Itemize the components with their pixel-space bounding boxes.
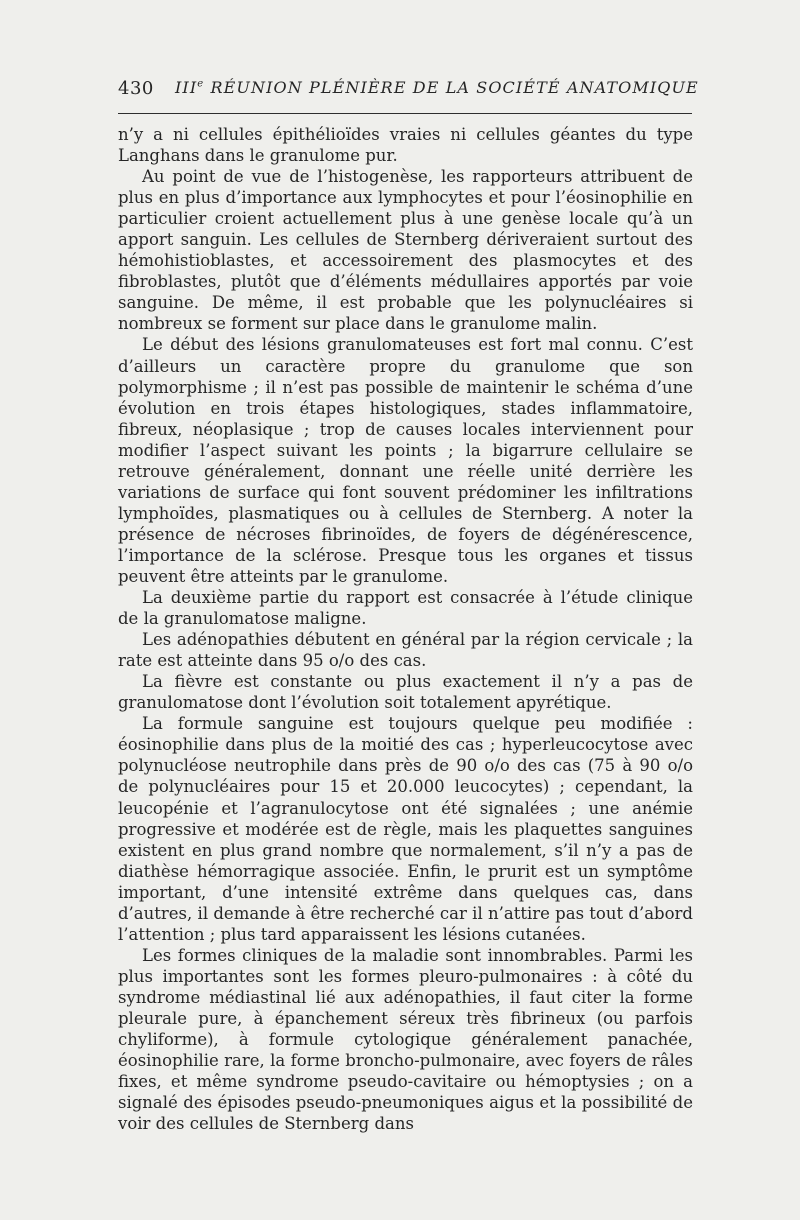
running-head-title: RÉUNION PLÉNIÈRE DE LA SOCIÉTÉ ANATOMIQUE: [204, 78, 699, 97]
paragraph-adenopathies: Les adénopathies débutent en général par la région cervicale ; la rate est atteinte dans 95 o/o des cas.: [118, 630, 693, 671]
header-rule: [118, 113, 692, 114]
body-text: [118, 124, 693, 1134]
paragraph-continuation: n’y a ni cellules épithélioïdes vraies ni cellules géantes du type Langhans dans le granulome pur.: [118, 125, 693, 166]
running-head-prefix: III: [175, 78, 198, 97]
paragraph-histogenesis: Au point de vue de l’histogenèse, les rapporteurs attribuent de plus en plus d’importance aux lymphocytes et pour l’éosinophilie en particulier croient actuellement plus à une genèse locale qu’à un apport sanguin. Les cellules de Sternberg dériveraient surtout des hémohistioblastes, et accessoirement des plasmocytes et des fibroblastes, plutôt que d’éléments médullaires apportés par voie sanguine. De même, il est probable que les polynucléaires si nombreux se forment sur place dans le granulome malin.: [118, 167, 693, 334]
running-head: [175, 78, 699, 97]
paragraph-clinical-intro: La deuxième partie du rapport est consacrée à l’étude clinique de la granulomatose maligne.: [118, 588, 693, 629]
paragraph-clinical-forms: Les formes cliniques de la maladie sont innombrables. Parmi les plus importantes sont les formes pleuro-pulmonaires : à côté du syndrome médiastinal lié aux adénopathies, il faut citer la forme pleurale pure, à épanchement séreux très fibrineux (ou parfois chyliforme), à formule cytologique généralement panachée, éosinophilie rare, la forme broncho-pulmonaire, avec foyers de râles fixes, et même syndrome pseudo-cavitaire ou hémoptysies ; on a signalé des épisodes pseudo-pneumoniques aigus et la possibilité de voir des cellules de Sternberg dans: [118, 945, 693, 1134]
page-number: 430: [118, 78, 154, 99]
paragraph-blood-formula: La formule sanguine est toujours quelque peu modifiée : éosinophilie dans plus de la moitié des cas ; hyperleucocytose avec polynucléose neutrophile dans près de 90 o/o des cas (75 à 90 o/o de polynucléaires pour 15 et 20.000 leucocytes) ; cependant, la leucopénie et l’agranulocytose ont été signalées ; une anémie progressive et modérée est de règle, mais les plaquettes sanguines existent en plus grand nombre que normalement, s’il n’y a pas de diathèse hémorragique associée. Enfin, le prurit est un symptôme important, d’une intensité extrême dans quelques cas, dans d’autres, il demande à être recherché car il n’attire pas tout d’abord l’attention ; plus tard apparaissent les lésions cutanées.: [118, 714, 693, 944]
paragraph-lesions: Le début des lésions granulomateuses est fort mal connu. C’est d’ailleurs un caractère propre du granulome que son polymorphisme ; il n’est pas possible de maintenir le schéma d’une évolution en trois étapes histologiques, stades inflammatoire, fibreux, néoplasique ; trop de causes locales interviennent pour modifier l’aspect suivant les points ; la bigarrure cellulaire se retrouve généralement, donnant une réelle unité derrière les variations de surface qui font souvent prédominer les infiltrations lymphoïdes, plasmatiques ou à cellules de Sternberg. A noter la présence de nécroses fibrinoïdes, de foyers de dégénérescence, l’importance de la sclérose. Presque tous les organes et tissus peuvent être atteints par le granulome.: [118, 335, 693, 586]
running-head-superscript: e: [197, 78, 205, 90]
paragraph-fever: La fièvre est constante ou plus exactement il n’y a pas de granulomatose dont l’évolution soit totalement apyrétique.: [118, 672, 693, 713]
page-header: [118, 78, 699, 104]
